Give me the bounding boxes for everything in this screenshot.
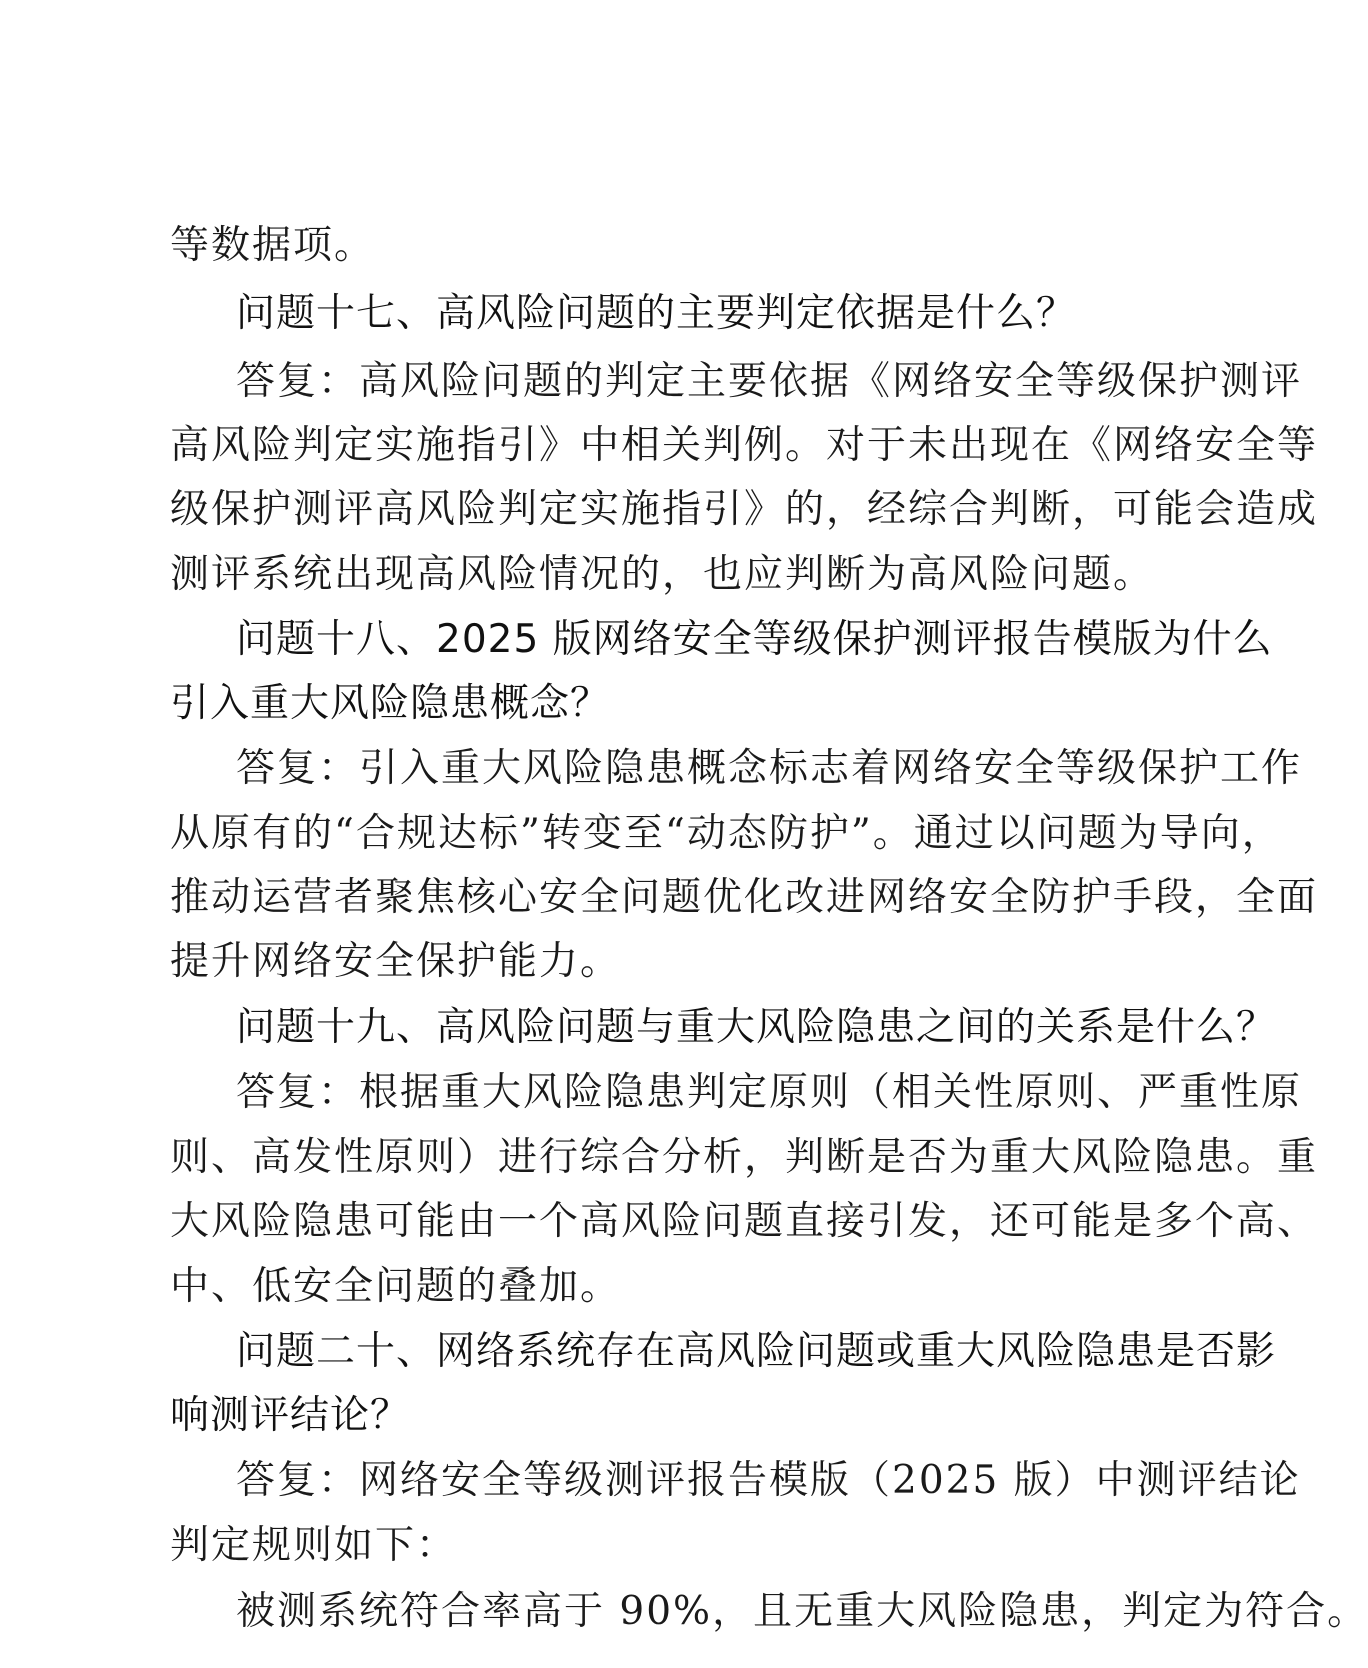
answer-line: 则、高发性原则）进行综合分析，判断是否为重大风险隐患。重 (170, 1135, 1319, 1180)
question-heading: 响测评结论？ (170, 1393, 411, 1438)
answer-line: 判定规则如下： (170, 1523, 458, 1568)
question-heading: 问题十九、高风险问题与重大风险隐患之间的关系是什么？ (236, 1005, 1277, 1050)
answer-line: 从原有的“合规达标”转变至“动态防护”。通过以问题为导向， (170, 811, 1283, 856)
question-heading: 引入重大风险隐患概念？ (170, 681, 611, 726)
paragraph-line: 等数据项。 (170, 223, 376, 268)
answer-line: 答复：引入重大风险隐患概念标志着网络安全等级保护工作 (236, 746, 1303, 791)
answer-line: 测评系统出现高风险情况的，也应判断为高风险问题。 (170, 552, 1155, 597)
answer-line: 级保护测评高风险判定实施指引》的，经综合判断，可能会造成 (170, 487, 1319, 532)
question-heading: 问题十七、高风险问题的主要判定依据是什么？ (236, 291, 1077, 336)
answer-line: 推动运营者聚焦核心安全问题优化改进网络安全防护手段，全面 (170, 875, 1319, 920)
answer-line: 被测系统符合率高于 90%，且无重大风险隐患，判定为符合。 (236, 1589, 1368, 1634)
answer-line: 提升网络安全保护能力。 (170, 939, 622, 984)
answer-line: 高风险判定实施指引》中相关判例。对于未出现在《网络安全等 (170, 423, 1319, 468)
answer-line: 大风险隐患可能由一个高风险问题直接引发，还可能是多个高、 (170, 1199, 1319, 1244)
answer-line: 答复：根据重大风险隐患判定原则（相关性原则、严重性原 (236, 1070, 1303, 1115)
answer-line: 答复：网络安全等级测评报告模版（2025 版）中测评结论 (236, 1458, 1301, 1503)
question-heading: 问题二十、网络系统存在高风险问题或重大风险隐患是否影 (236, 1329, 1277, 1374)
answer-line: 中、低安全问题的叠加。 (170, 1264, 622, 1309)
answer-line: 答复：高风险问题的判定主要依据《网络安全等级保护测评 (236, 359, 1303, 404)
question-heading: 问题十八、2025 版网络安全等级保护测评报告模版为什么 (236, 617, 1273, 662)
